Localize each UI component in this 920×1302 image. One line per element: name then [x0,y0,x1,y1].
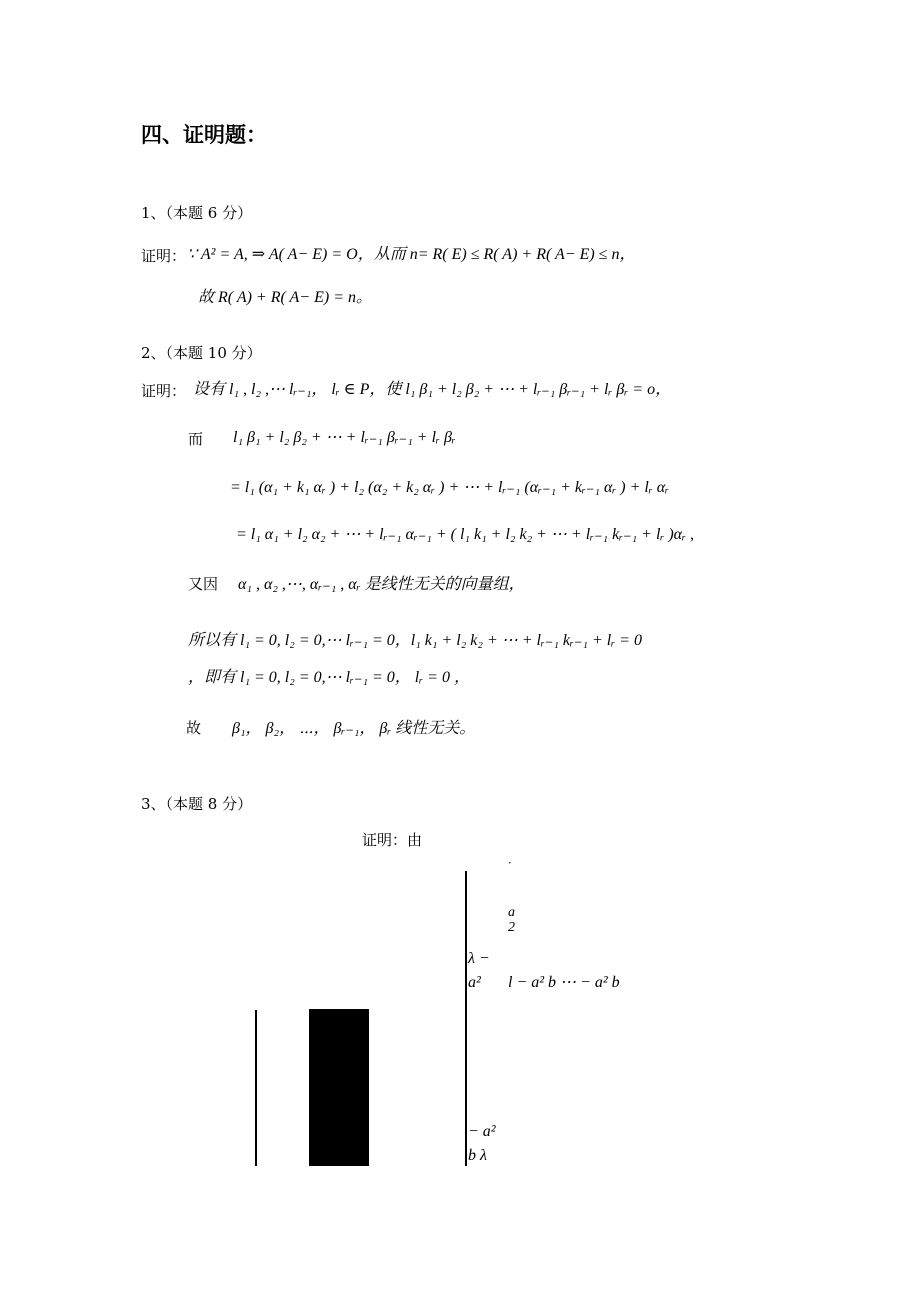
problem2-line2-prefix: 而 [188,430,204,448]
redacted-block [309,1009,369,1166]
problem2-line6: 所以有 l₁ = 0, l₂ = 0,⋯ lᵣ₋₁ = 0，l₁ k₁ + l₂ k₂ + ⋯ + lᵣ₋₁ kᵣ₋₁ + lᵣ = 0 [188,632,642,649]
problem2-line8: β₁， β₂， ⋯， βᵣ₋₁， βᵣ 线性无关。 [232,720,476,737]
problem2-line8-prefix: 故 [186,719,202,737]
problem2-line5: α₁ , α₂ ,⋯, αᵣ₋₁ , αᵣ 是线性无关的向量组， [238,576,525,593]
fragment-row: l − a² b ⋯ − a² b [508,974,620,991]
problem2-line5-prefix: 又因 [188,575,219,593]
fragment-minus-a2: − a² [468,1123,496,1140]
problem2-proof-label: 证明： [141,382,187,400]
problem1-header: 1、（本题 6 分） [141,204,253,222]
problem2-line1: 设有 l₁ , l₂ ,⋯ lᵣ₋₁， lᵣ ∈ P，使 l₁ β₁ + l₂ β₂ + ⋯ + lᵣ₋₁ βᵣ₋₁ + lᵣ βᵣ = o， [193,381,672,398]
fragment-2: 2 [508,920,515,935]
determinant-left-bar [465,871,467,1166]
problem2-line2: l₁ β₁ + l₂ β₂ + ⋯ + lᵣ₋₁ βᵣ₋₁ + lᵣ βᵣ [233,429,456,446]
determinant-left-bar-outer [255,1010,257,1166]
problem1-line1: ∵ A² = A, ⇒ A( A− E) = O，从而 n= R( E) ≤ R( A) + R( A− E) ≤ n， [187,246,636,263]
problem1-line2: 故 R( A) + R( A− E) = n。 [198,289,372,306]
fragment-b-lambda: b λ [468,1147,487,1164]
problem2-line7: ，即有 l₁ = 0, l₂ = 0,⋯ lᵣ₋₁ = 0， lᵣ = 0 ， [188,669,470,686]
problem3-header: 3、（本题 8 分） [141,795,253,813]
fragment-a2: a² [468,974,481,991]
problem1-proof-label: 证明： [141,247,187,265]
problem2-line3: = l₁ (α₁ + k₁ αᵣ ) + l₂ (α₂ + k₂ αᵣ ) + ⋯ + lᵣ₋₁ (αᵣ₋₁ + kᵣ₋₁ αᵣ ) + lᵣ αᵣ [230,479,670,496]
fragment-lambda-minus: λ − [468,950,490,967]
section-title: 四、证明题： [141,122,267,147]
problem2-line4: = l₁ α₁ + l₂ α₂ + ⋯ + lᵣ₋₁ αᵣ₋₁ + ( l₁ k₁ + l₂ k₂ + ⋯ + lᵣ₋₁ kᵣ₋₁ + lᵣ )αᵣ , [236,526,694,543]
problem3-proof-intro: 证明：由 [362,831,423,849]
fragment-dot: · [508,855,512,870]
problem2-header: 2、（本题 10 分） [141,344,262,362]
fragment-a: a [508,905,515,920]
